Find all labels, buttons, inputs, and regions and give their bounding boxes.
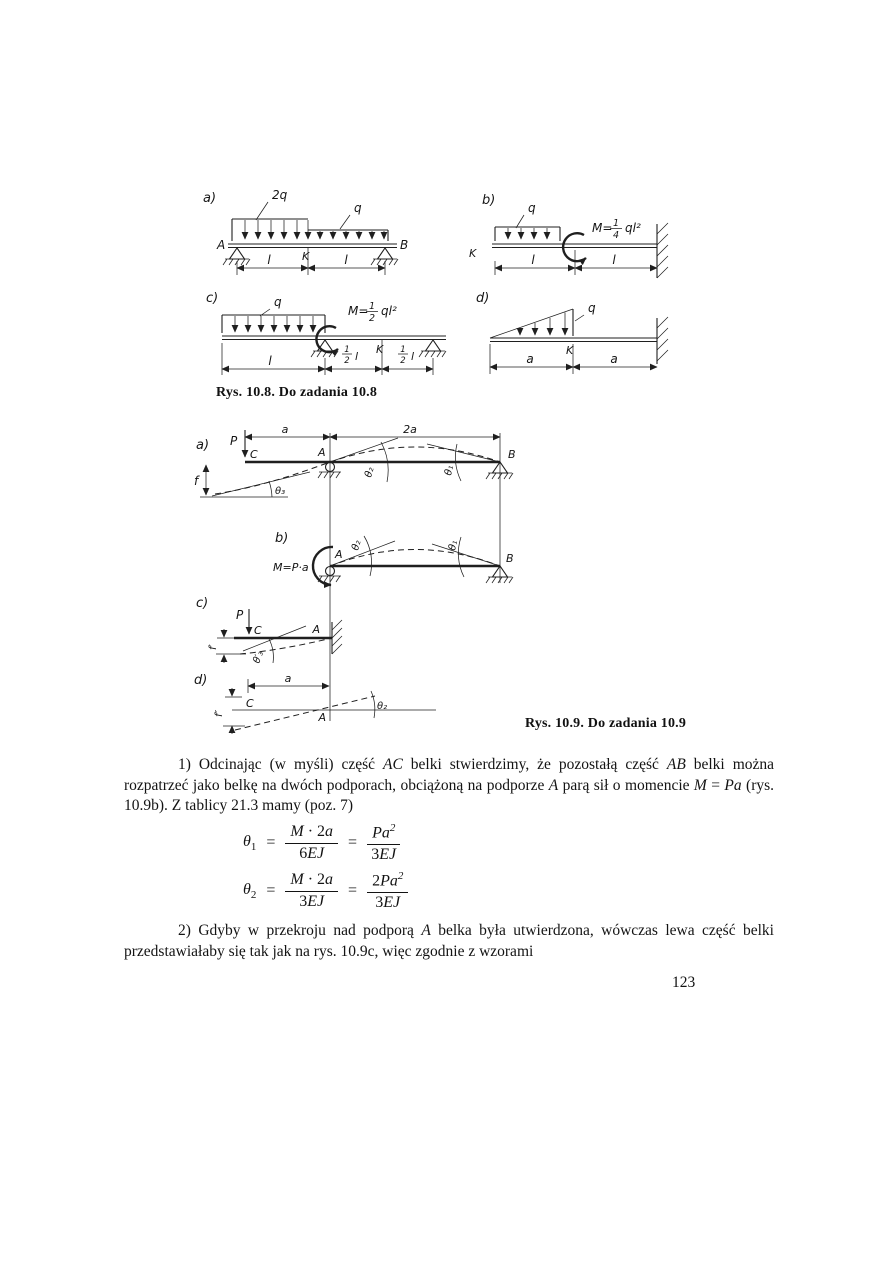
dimensions-a [237,248,385,275]
fixed-wall-c [332,620,342,654]
svg-text:2: 2 [400,356,406,366]
dim-a: a [281,423,289,436]
equation-theta-1: $\theta_1$ = $\frac{M \cdot 2a}{6EJ}$ = $\frac{Pa^2}{3EJ}$ [243,823,408,863]
figure-10-9 [120,425,780,737]
point-C-label: C [250,448,258,461]
fraction: $\frac{M \cdot 2a}{3EJ}$ [285,871,338,911]
point-C-label-d: C [246,697,254,710]
dim-l-2: l [344,253,348,267]
dim-a-1: a [526,352,534,366]
fixed-wall-d [657,317,668,364]
pin-support-B-b [486,566,513,583]
pin-support-B [486,462,513,479]
svg-text:2: 2 [344,356,350,366]
theta1-symbol: $\theta_1$ [243,832,257,854]
point-K-label-c: K [376,343,384,356]
diagram-a-label: a) [196,438,210,453]
svg-text:M=: M= [348,304,369,318]
tangent-line-d [235,696,375,730]
diagram-b-label: b) [482,193,496,208]
paragraph-1: 1) Odcinając (w myśli) część AC belki stwierdzimy, że pozostałą część AB belki można rozpatrzeć jako belkę na dwóch podporach, obciążoną na podporze A parą sił o momencie M = Pa (rys. 10.9b). Z tablicy 21.3 mamy (poz. 7) [124,756,775,815]
deflection-f-label: f [194,474,199,488]
point-C-label-c: C [254,624,262,637]
point-K-label-d: K [566,344,574,357]
dim-l-1: l [267,253,271,267]
paragraph-2: 2) Gdyby w przekroju nad podporą A belka była utwierdzona, wówczas lewa część belki przedstawiałaby się tak jak na rys. 10.9c, więc zgodnie z wzorami [124,922,774,960]
fixed-wall-b [657,223,668,278]
figure-10-9-caption: Rys. 10.9. Do zadania 10.9 [525,716,687,731]
force-P-label-c: P [236,608,244,622]
fig109-diagram-a [194,423,516,497]
deflection-f-dprime-label: f″ [214,709,225,717]
beam-a [228,244,397,248]
moment-label-c [348,301,397,324]
support-A-label-d: A [318,711,326,724]
point-A-label: A [217,238,226,252]
fig108-diagram-b [469,193,668,278]
dimensions-b [495,250,657,275]
svg-text:M=: M= [592,221,613,235]
theta1-label-b: θ₁ [447,539,461,552]
diagram-b-label: b) [275,531,289,546]
support-B-label: B [508,448,516,461]
diagram-c-label: c) [206,291,219,306]
equations-block [243,823,408,919]
figure-10-8-caption: Rys. 10.8. Do zadania 10.8 [216,385,378,400]
distributed-load-q [308,201,388,241]
theta2-label-b: θ₂ [350,539,364,552]
fig108-diagram-d [476,291,668,374]
svg-text:l: l [355,350,359,363]
dim-l-c: l [268,354,272,368]
svg-text:ql²: ql² [625,221,641,235]
theta3-prime-label: θ′₃ [251,649,267,666]
dim-a-label-d: a [284,672,292,685]
beam-b [492,244,657,248]
fig108-diagram-c [206,291,446,375]
point-B-label: B [400,238,409,252]
theta2-label-d: θ₂ [377,701,388,712]
support-B-label-b: B [506,552,514,565]
pin-support-c1 [311,340,338,357]
deflection-f-prime-label: f′ [208,644,219,650]
equation-theta-2: $\theta_2$ = $\frac{M \cdot 2a}{3EJ}$ = $\frac{2Pa^2}{3EJ}$ [243,871,408,911]
diagram-d-label: d) [476,291,490,306]
svg-text:1: 1 [400,345,406,355]
roller-support-A-b [318,567,341,583]
fraction: $\frac{2Pa^2}{3EJ}$ [367,870,408,912]
theta2-symbol: $\theta_2$ [243,880,257,902]
dimensions-top [245,423,500,437]
triangular-load-d [490,301,596,338]
svg-text:1: 1 [344,345,350,355]
support-A-label: A [318,446,326,459]
point-K-label: K [302,250,310,263]
dim-l-2-b: l [612,253,616,267]
svg-text:2: 2 [368,313,376,324]
diagram-d-label: d) [194,673,208,688]
theta2-annotation-a [330,438,398,482]
diagram-c-label: c) [196,596,209,611]
support-A-label-b: A [335,548,343,561]
load-q-label-b: q [528,201,536,215]
dim-half-l-1 [342,345,358,366]
svg-text:4: 4 [612,230,620,241]
theta1-annotation-b [432,537,500,577]
load-q-label: q [354,201,362,215]
deflection-f-prime-dimension [208,629,246,663]
force-P-label: P [230,434,238,448]
dim-2a: 2a [403,423,417,436]
dimension-a-d [248,672,329,693]
theta1-label: θ₁ [443,464,457,477]
dim-half-l-2 [398,345,414,366]
dimensions-d [490,344,657,374]
pin-support-B [371,248,398,265]
diagram-a-label: a) [203,191,217,206]
theta3-annotation [212,472,310,497]
fig109-diagram-b [273,531,514,585]
theta3-label: θ₃ [275,486,286,497]
dim-l-1-b: l [531,253,535,267]
dim-a-2: a [610,352,618,366]
beam-c [222,336,446,340]
theta2-annotation-d [371,691,387,718]
fraction: $\frac{M \cdot 2a}{6EJ}$ [285,823,338,863]
deflection-curve-c [240,638,332,654]
fraction: $\frac{Pa^2}{3EJ}$ [367,822,400,864]
figure-10-8 [120,182,780,400]
moment-label-b [592,218,641,241]
dimensions-c [222,340,433,375]
svg-text:1: 1 [368,301,376,312]
svg-text:l: l [411,350,415,363]
pin-support-c2 [419,340,446,357]
load-q-label-d: q [588,301,596,315]
distributed-load-q-c [222,295,325,333]
load-q-label-c: q [274,295,282,309]
svg-text:1: 1 [612,218,620,229]
support-A-label-c: A [312,623,320,636]
distributed-load-2q [232,188,308,241]
page-number: 123 [672,974,696,991]
fig108-diagram-a [203,188,408,275]
deflection-f-dprime-dimension [214,688,245,734]
svg-text:ql²: ql² [381,304,397,318]
fig109-diagram-d [194,672,436,734]
point-K-label-b: K [469,247,477,260]
fig109-diagram-c [196,596,342,665]
load-2q-label: 2q [272,188,288,202]
theta2-label: θ₂ [363,466,377,479]
beam-d [490,338,657,342]
pin-support-A [223,248,250,265]
moment-label: M=P·a [273,561,309,574]
theta3-annotation-c [243,626,306,665]
distributed-load-q-b [495,201,560,241]
construction-lines [330,433,500,721]
